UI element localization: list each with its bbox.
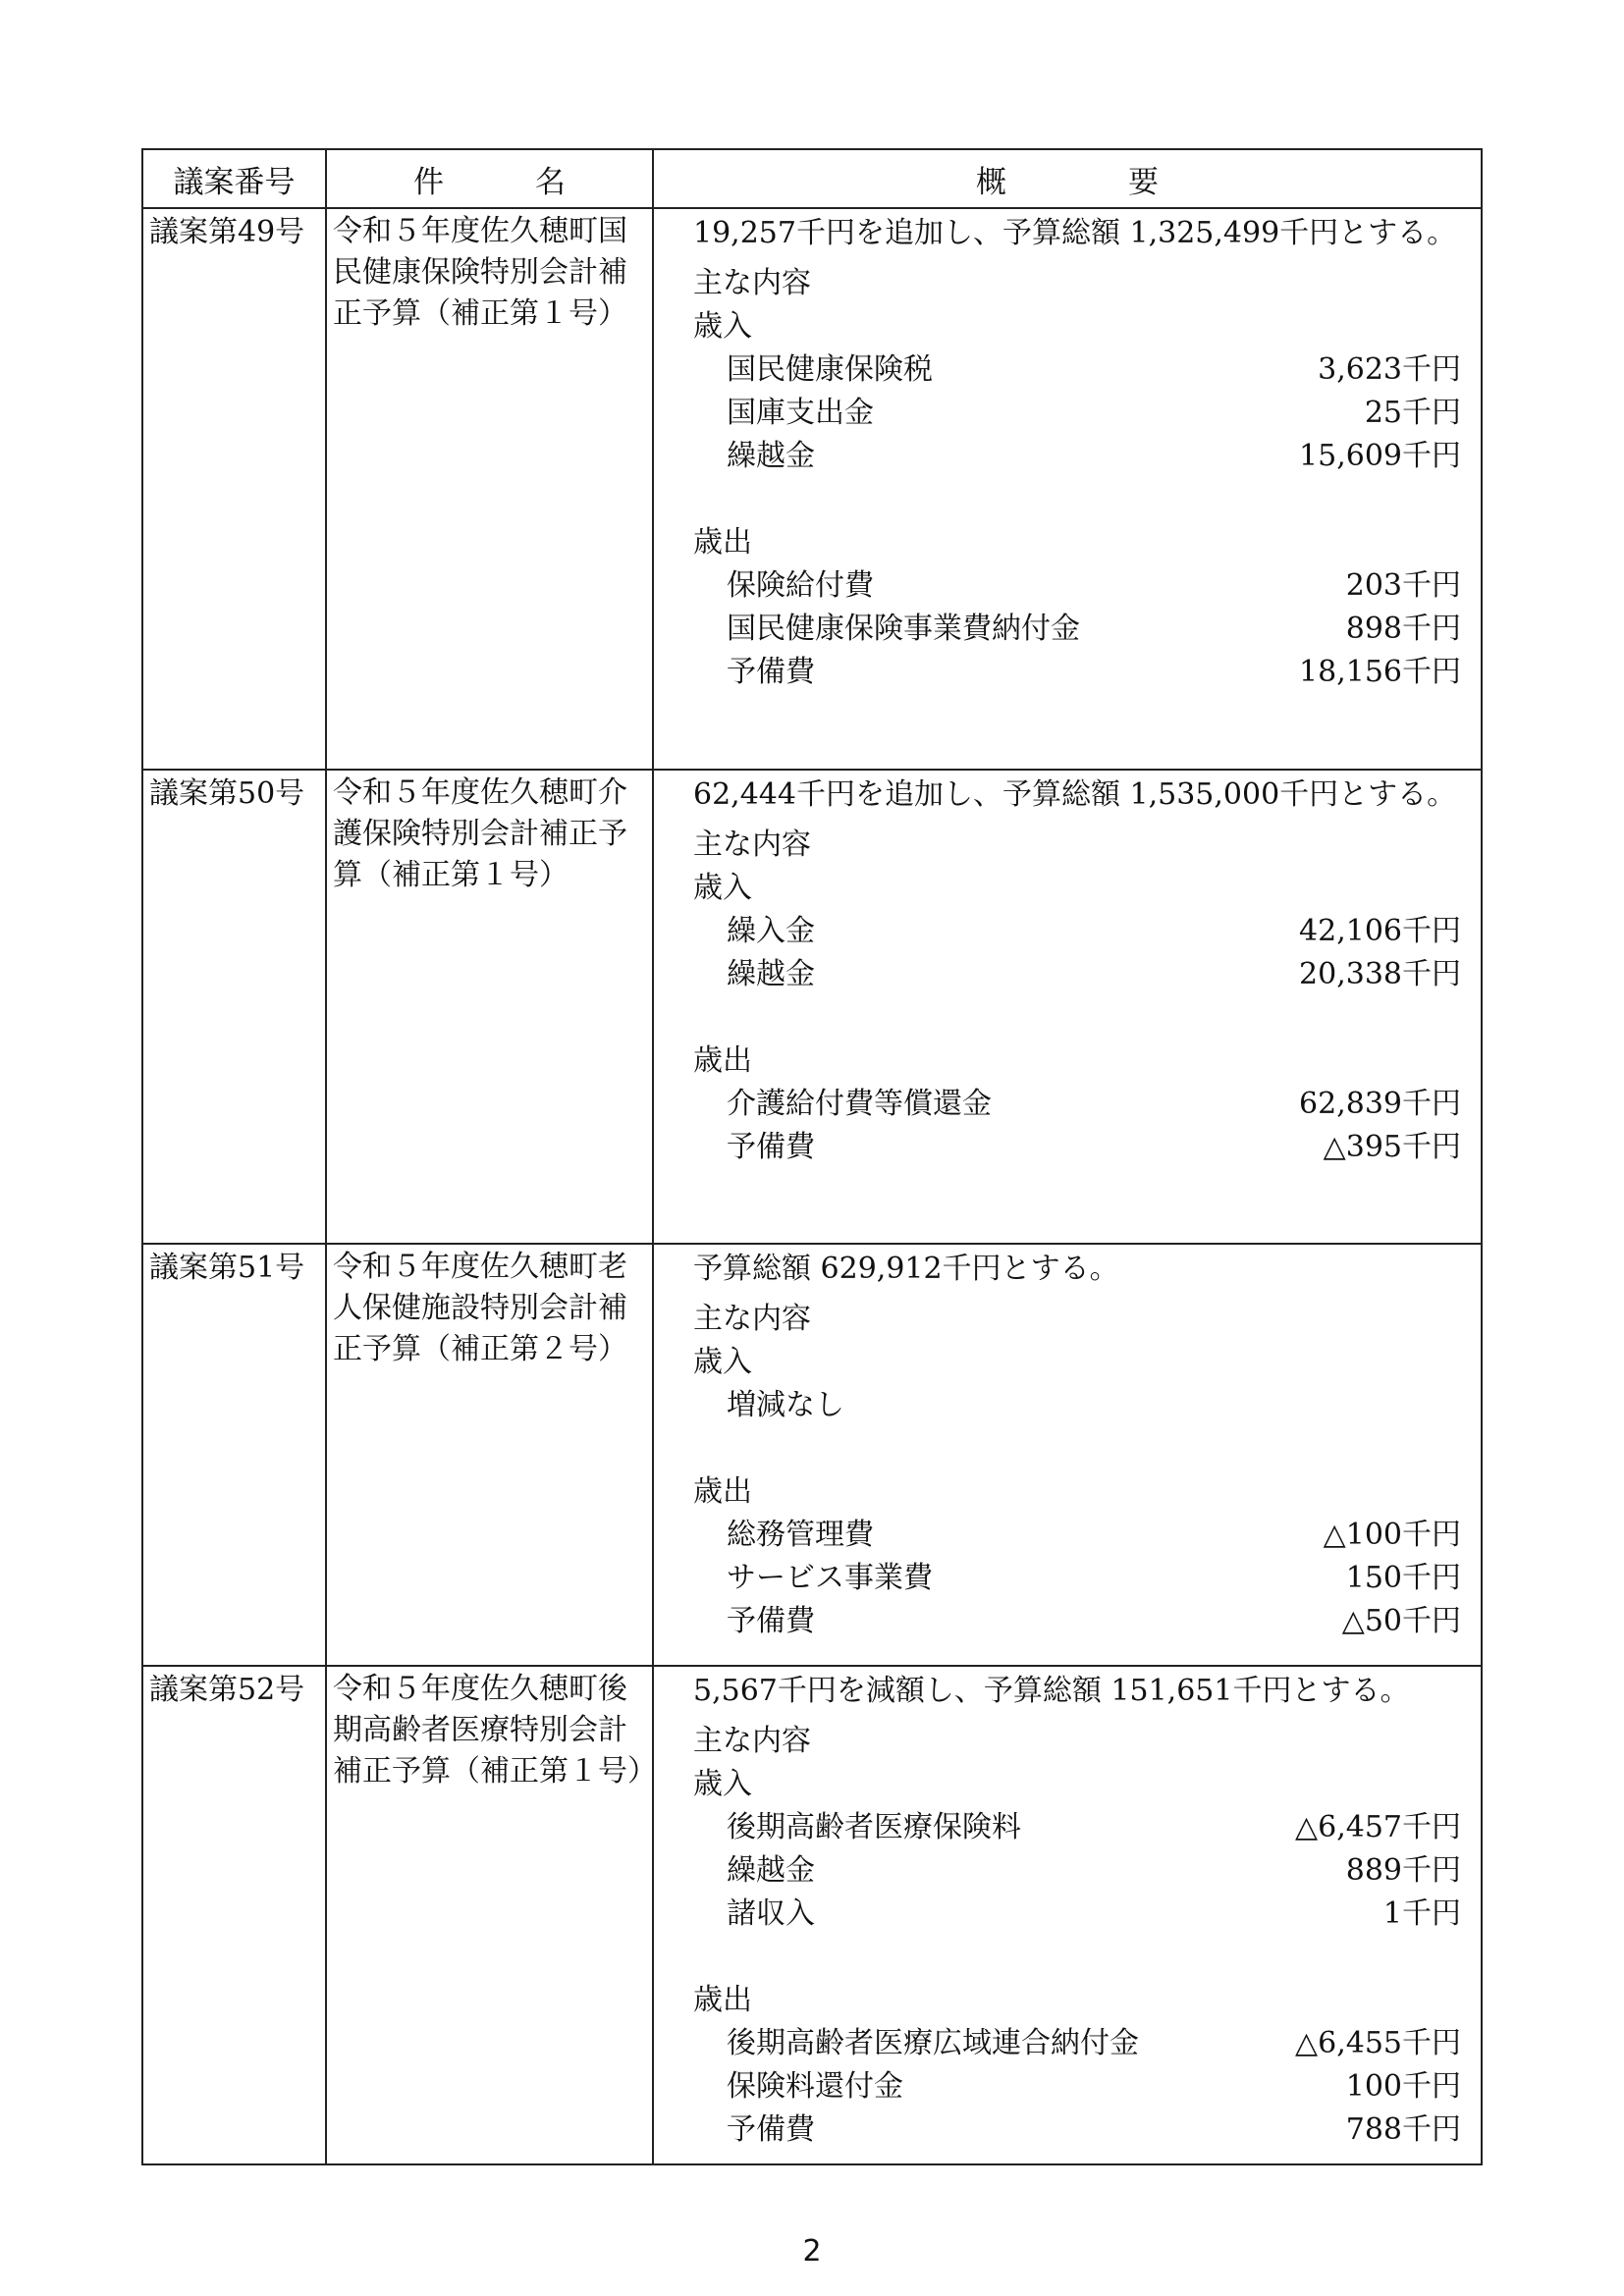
- bill-number: 議案第50号: [149, 776, 305, 811]
- revenue-item: [664, 392, 1461, 435]
- bill-summary: [654, 1245, 1481, 1643]
- item-name: 保険料還付金: [727, 2069, 903, 2104]
- summary-lead: 62,444千円を追加し、予算総額 1,535,000千円とする。: [693, 777, 1457, 812]
- expenditure-item: [664, 1600, 1461, 1643]
- bill-summary: [654, 1667, 1481, 2152]
- item-amount: 788千円: [1345, 2112, 1461, 2147]
- bill-row: [142, 1666, 1482, 2164]
- bill-number-cell: [142, 770, 326, 1244]
- item-name: 国民健康保険税: [727, 352, 933, 387]
- item-amount: △100千円: [1323, 1518, 1461, 1552]
- header-bill-number: 議案番号: [142, 149, 326, 208]
- bill-summary: [654, 771, 1481, 1169]
- item-name: 諸収入: [727, 1896, 815, 1931]
- expenditure-label: 歳出: [693, 1043, 752, 1078]
- expenditure-item: [664, 564, 1461, 608]
- summary-lead: 19,257千円を追加し、予算総額 1,325,499千円とする。: [693, 216, 1457, 250]
- revenue-item: [664, 435, 1461, 478]
- expenditure-label: 歳出: [693, 1983, 752, 2017]
- page-number: 2: [802, 2234, 822, 2269]
- bill-row: [142, 770, 1482, 1244]
- expenditure-item: [664, 651, 1461, 694]
- item-amount: 203千円: [1345, 568, 1461, 603]
- item-name: 介護給付費等償還金: [727, 1087, 992, 1121]
- expenditure-item: [664, 2109, 1461, 2152]
- item-name: 予備費: [727, 1604, 815, 1638]
- revenue-item: [664, 910, 1461, 953]
- bill-title-cell: [326, 1666, 657, 2164]
- item-name: 繰越金: [727, 439, 815, 473]
- item-name: 増減なし: [727, 1388, 844, 1422]
- bill-number-cell: [142, 1666, 326, 2164]
- bill-table: [141, 148, 1483, 2165]
- expenditure-item: [664, 608, 1461, 651]
- summary-lead: 5,567千円を減額し、予算総額 151,651千円とする。: [693, 1674, 1410, 1708]
- item-amount: 898千円: [1345, 612, 1461, 646]
- revenue-item: [664, 1849, 1461, 1893]
- bill-summary-cell: [653, 208, 1482, 770]
- item-name: 繰越金: [727, 957, 815, 991]
- item-name: 保険給付費: [727, 568, 874, 603]
- bill-summary-cell: [653, 1244, 1482, 1666]
- item-amount: 62,839千円: [1299, 1087, 1461, 1121]
- revenue-label: 歳入: [693, 1345, 752, 1379]
- expenditure-item: [664, 1514, 1461, 1557]
- item-name: 後期高齢者医療保険料: [727, 1810, 1021, 1844]
- item-amount: △395千円: [1323, 1130, 1461, 1164]
- item-amount: △50千円: [1341, 1604, 1461, 1638]
- bill-summary-cell: [653, 770, 1482, 1244]
- item-name: サービス事業費: [727, 1561, 933, 1595]
- bill-title: 令和５年度佐久穂町老人保健施設特別会計補正予算（補正第２号）: [333, 1250, 627, 1366]
- expenditure-item: [664, 1126, 1461, 1169]
- bill-title-cell: [326, 208, 653, 770]
- main-contents-label: 主な内容: [693, 266, 811, 300]
- expenditure-item: [664, 1083, 1461, 1126]
- item-amount: 3,623千円: [1318, 352, 1461, 387]
- item-amount: 1千円: [1382, 1896, 1461, 1931]
- item-name: 後期高齢者医療広域連合納付金: [727, 2026, 1139, 2060]
- expenditure-item: [664, 2065, 1461, 2109]
- expenditure-label: 歳出: [693, 525, 752, 560]
- bill-title: 令和５年度佐久穂町介護保険特別会計補正予算（補正第１号）: [333, 775, 627, 892]
- expenditure-label: 歳出: [693, 1474, 752, 1509]
- item-amount: 15,609千円: [1299, 439, 1461, 473]
- item-amount: 18,156千円: [1299, 655, 1461, 689]
- expenditure-item: [664, 1557, 1461, 1600]
- expenditure-item: [664, 2022, 1461, 2065]
- item-amount: 42,106千円: [1299, 914, 1461, 948]
- item-amount: 100千円: [1345, 2069, 1461, 2104]
- bill-summary: [654, 209, 1481, 694]
- revenue-item: [664, 348, 1461, 392]
- item-name: 国庫支出金: [727, 396, 874, 430]
- revenue-item: [664, 1806, 1461, 1849]
- main-contents-label: 主な内容: [693, 1724, 811, 1758]
- bill-row: [142, 208, 1482, 770]
- header-row: [142, 149, 1482, 208]
- bill-number: 議案第51号: [149, 1251, 305, 1285]
- revenue-label: 歳入: [693, 871, 752, 905]
- item-name: 繰入金: [727, 914, 815, 948]
- item-name: 予備費: [727, 1130, 815, 1164]
- header-title: 件 名: [326, 149, 653, 208]
- bill-number-cell: [142, 1244, 326, 1666]
- bill-number: 議案第49号: [149, 215, 305, 249]
- revenue-label: 歳入: [693, 1767, 752, 1801]
- main-contents-label: 主な内容: [693, 1302, 811, 1336]
- item-amount: 889千円: [1345, 1853, 1461, 1888]
- item-name: 予備費: [727, 2112, 815, 2147]
- bill-title-cell: [326, 770, 653, 1244]
- bill-title-cell: [326, 1244, 653, 1666]
- main-contents-label: 主な内容: [693, 828, 811, 862]
- item-name: 国民健康保険事業費納付金: [727, 612, 1080, 646]
- item-amount: 25千円: [1364, 396, 1461, 430]
- bill-title: 令和５年度佐久穂町後期高齢者医療特別会計補正予算（補正第１号）: [333, 1672, 657, 1789]
- item-amount: △6,455千円: [1295, 2026, 1461, 2060]
- revenue-item: [664, 1384, 1461, 1427]
- bill-row: [142, 1244, 1482, 1666]
- bill-title: 令和５年度佐久穂町国民健康保険特別会計補正予算（補正第１号）: [333, 214, 627, 331]
- summary-lead: 予算総額 629,912千円とする。: [693, 1252, 1119, 1286]
- item-name: 繰越金: [727, 1853, 815, 1888]
- item-amount: 20,338千円: [1299, 957, 1461, 991]
- item-amount: △6,457千円: [1295, 1810, 1461, 1844]
- revenue-item: [664, 1893, 1461, 1936]
- item-name: 総務管理費: [727, 1518, 874, 1552]
- bill-summary-cell: [653, 1666, 1482, 2164]
- bill-number-cell: [142, 208, 326, 770]
- item-amount: 150千円: [1345, 1561, 1461, 1595]
- header-summary: 概 要: [653, 149, 1482, 208]
- revenue-item: [664, 953, 1461, 996]
- item-name: 予備費: [727, 655, 815, 689]
- revenue-label: 歳入: [693, 309, 752, 344]
- bill-number: 議案第52号: [149, 1673, 305, 1707]
